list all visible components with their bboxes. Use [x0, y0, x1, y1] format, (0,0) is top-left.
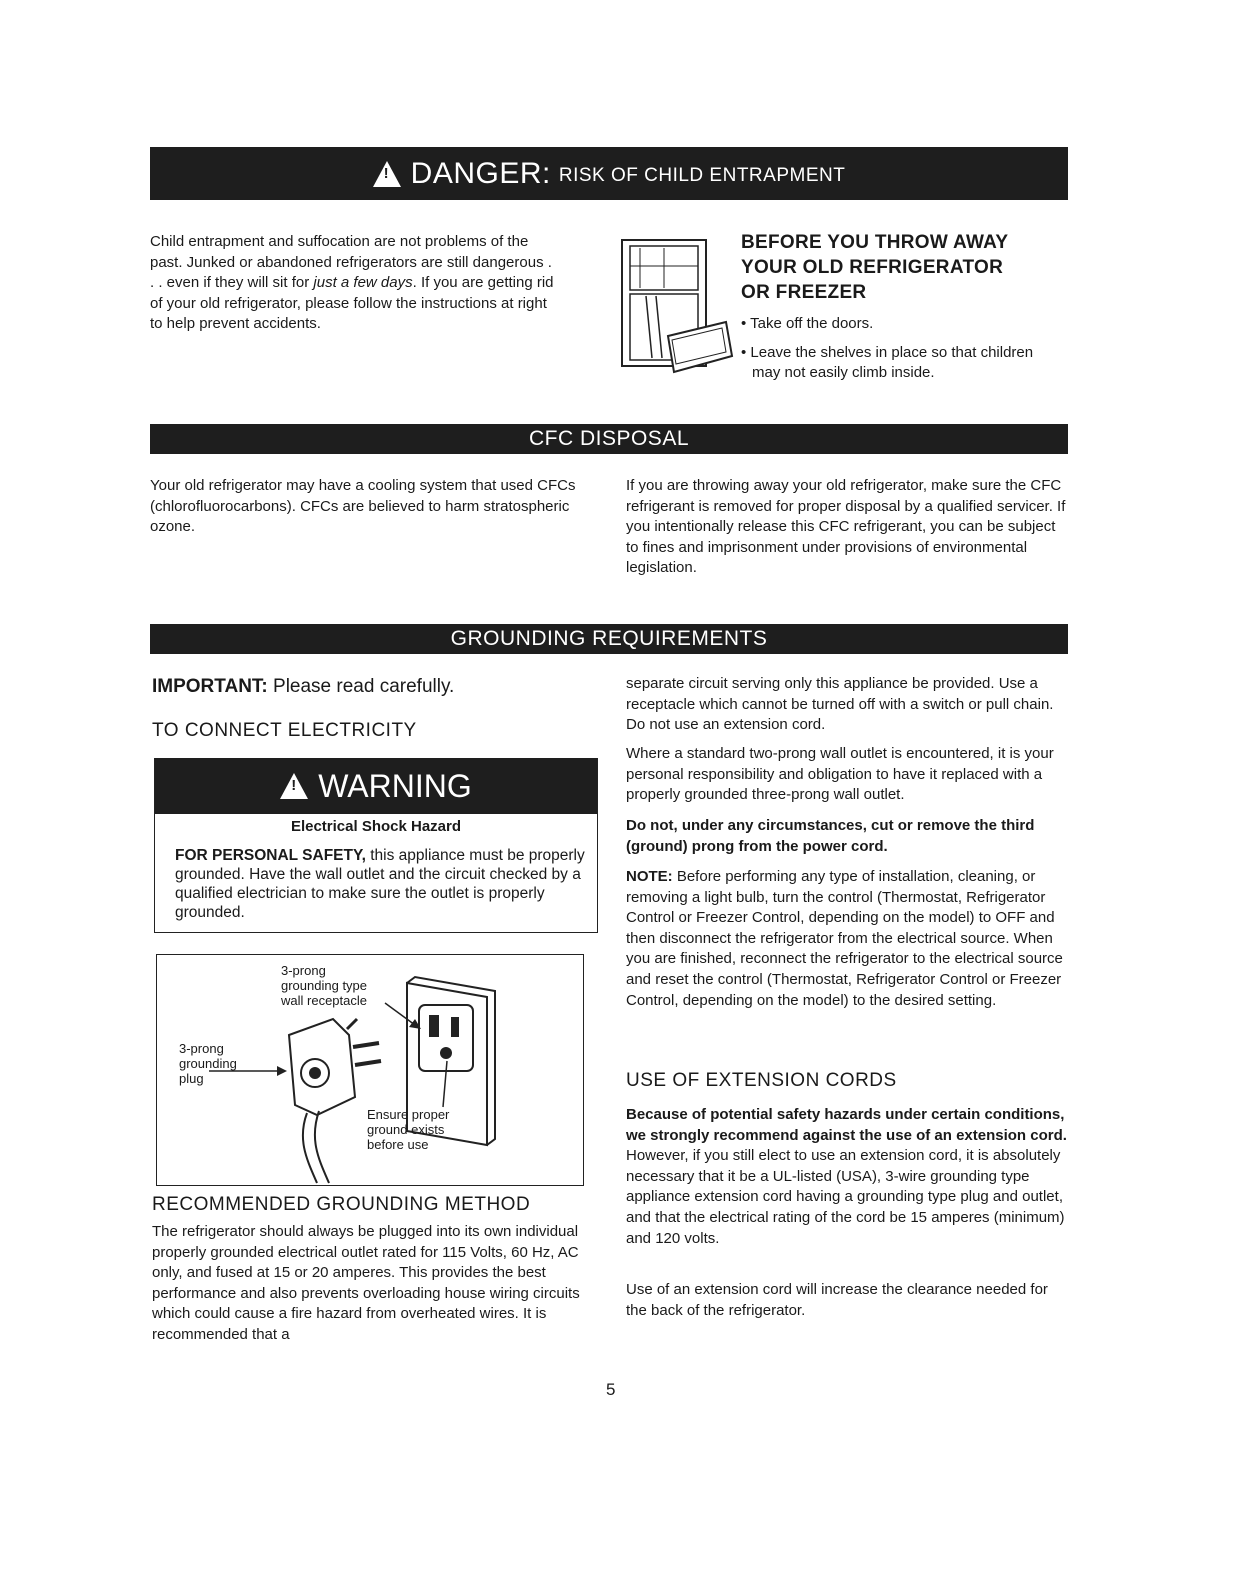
ensure-label — [367, 1107, 449, 1152]
plug-label-line: grounding — [179, 1056, 237, 1071]
ensure-label-line: before use — [367, 1137, 429, 1152]
right-para-2: Where a standard two-prong wall outlet is encountered, it is your personal responsibility and obligation to have it replaced with a properly grounded three-prong wall outlet. — [626, 745, 1054, 804]
warning-text-body: this appliance must be properly grounded. Have the wall outlet and the circuit checked by a qualified electrician to make sure the outlet is properly grounded. — [175, 847, 585, 921]
danger-intro-part1: Child entrapment and suffocation are not problems of the past. Junked or abandoned refrigerators are still dangerous . . . even if they will sit for — [150, 233, 552, 292]
note-label: NOTE: — [626, 868, 673, 885]
receptacle-label-line: grounding type — [281, 978, 368, 993]
extension-para — [626, 1105, 1070, 1249]
extension-text: However, if you still elect to use an extension cord, it is absolutely necessary that it be a UL-listed (USA), 3-wire grounding type appliance extension cord having a grounding type plug and outlet, and that the electrical rating of the cord be 15 amperes (minimum) and 120 volts. — [626, 1147, 1065, 1247]
warning-banner — [155, 758, 597, 814]
important-text: Please read carefully. — [267, 676, 455, 697]
important-label: IMPORTANT: — [152, 676, 268, 697]
recommended-heading: RECOMMENDED GROUNDING METHOD — [152, 1194, 531, 1215]
ensure-label-line: ground exists — [367, 1122, 445, 1137]
warning-triangle-icon — [373, 161, 401, 187]
grounding-figure — [156, 954, 584, 1186]
cfc-left-text: Your old refrigerator may have a cooling system that used CFCs (chlorofluorocarbons). CFCs are believed to harm stratospheric ozone. — [150, 477, 576, 536]
receptacle-label — [281, 963, 367, 1008]
before-heading-line-2: YOUR OLD REFRIGERATOR — [741, 257, 1004, 278]
grounding-banner — [150, 624, 1068, 654]
note-text: Before performing any type of installation, cleaning, or removing a light bulb, turn the control (Thermostat, Refrigerator Control or Freezer Control, depending on the model) to OFF and then disconnect the refrigerator from the electrical source. When you are finished, reconnect the refrigerator to the electrical source and reset the control (Thermostat, Refrigerator Control or Freezer Control, depending on the model) to the desired setting. — [626, 868, 1063, 1009]
danger-intro — [150, 232, 560, 335]
warning-text — [175, 846, 590, 922]
grounding-title: GROUNDING REQUIREMENTS — [450, 627, 768, 650]
extension-para-2: Use of an extension cord will increase the clearance needed for the back of the refrigerator. — [626, 1281, 1048, 1319]
receptacle-label-line: 3-prong — [281, 963, 326, 978]
before-heading-line-3: OR FREEZER — [741, 282, 867, 303]
danger-banner — [150, 147, 1068, 200]
page-number: 5 — [606, 1380, 616, 1399]
danger-label: DANGER: — [410, 156, 551, 190]
plug-label-line: plug — [179, 1071, 204, 1086]
plug-label-line: 3-prong — [179, 1041, 224, 1056]
bullet-item: • Leave the shelves in place so that children may not easily climb inside. — [741, 343, 1034, 382]
bullet-item: • Take off the doors. — [741, 315, 874, 332]
warning-text-bold: FOR PERSONAL SAFETY, — [175, 847, 366, 864]
plug-label — [179, 1041, 237, 1086]
warning-title: WARNING — [318, 767, 472, 804]
cfc-banner — [150, 424, 1068, 454]
cfc-title: CFC DISPOSAL — [528, 427, 690, 450]
right-para-1: separate circuit serving only this appliance be provided. Use a receptacle which cannot be turned off with a switch or pull chain. Do not use an extension cord. — [626, 675, 1054, 734]
refrigerator-icon — [616, 236, 734, 376]
danger-intro-italic: just a few days — [313, 274, 413, 292]
extension-heading: USE OF EXTENSION CORDS — [626, 1070, 897, 1091]
warning-triangle-icon — [280, 773, 308, 799]
bullet-text: Leave the shelves in place so that children may not easily climb inside. — [750, 343, 1034, 382]
ensure-label-line: Ensure proper — [367, 1107, 450, 1122]
warning-box — [154, 758, 598, 933]
important-line — [152, 676, 454, 698]
note-para — [626, 867, 1066, 1011]
connect-heading: TO CONNECT ELECTRICITY — [152, 720, 417, 741]
bullet-text: Take off the doors. — [750, 315, 874, 332]
extension-bold: Because of potential safety hazards under certain conditions, we strongly recommend against the use of an extension cord. — [626, 1106, 1067, 1144]
danger-subtitle: RISK OF CHILD ENTRAPMENT — [558, 165, 846, 186]
cfc-right-text: If you are throwing away your old refrigerator, make sure the CFC refrigerant is removed for proper disposal by a qualified servicer. If you intentionally release this CFC refrigerant, you can be subject to fines and imprisonment under provisions of environmental legislation. — [626, 477, 1066, 577]
before-bullets — [741, 314, 1041, 384]
right-para-3: Do not, under any circumstances, cut or remove the third (ground) prong from the power cord. — [626, 817, 1035, 855]
before-throw-heading — [741, 230, 1061, 305]
recommended-text: The refrigerator should always be plugged into its own individual properly grounded electrical outlet rated for 115 Volts, 60 Hz, AC only, and fused at 15 or 20 amperes. This provides the best performance and also prevents overloading house wiring circuits which could cause a fire hazard from overheated wires. It is recommended that a — [152, 1223, 580, 1343]
receptacle-label-line: wall receptacle — [281, 993, 367, 1008]
danger-intro-part2: . If you are getting rid of your old refrigerator, please follow the instructions at right to help prevent accidents. — [150, 274, 554, 333]
before-heading-line-1: BEFORE YOU THROW AWAY — [741, 232, 1009, 253]
warning-subtitle: Electrical Shock Hazard — [290, 818, 462, 835]
